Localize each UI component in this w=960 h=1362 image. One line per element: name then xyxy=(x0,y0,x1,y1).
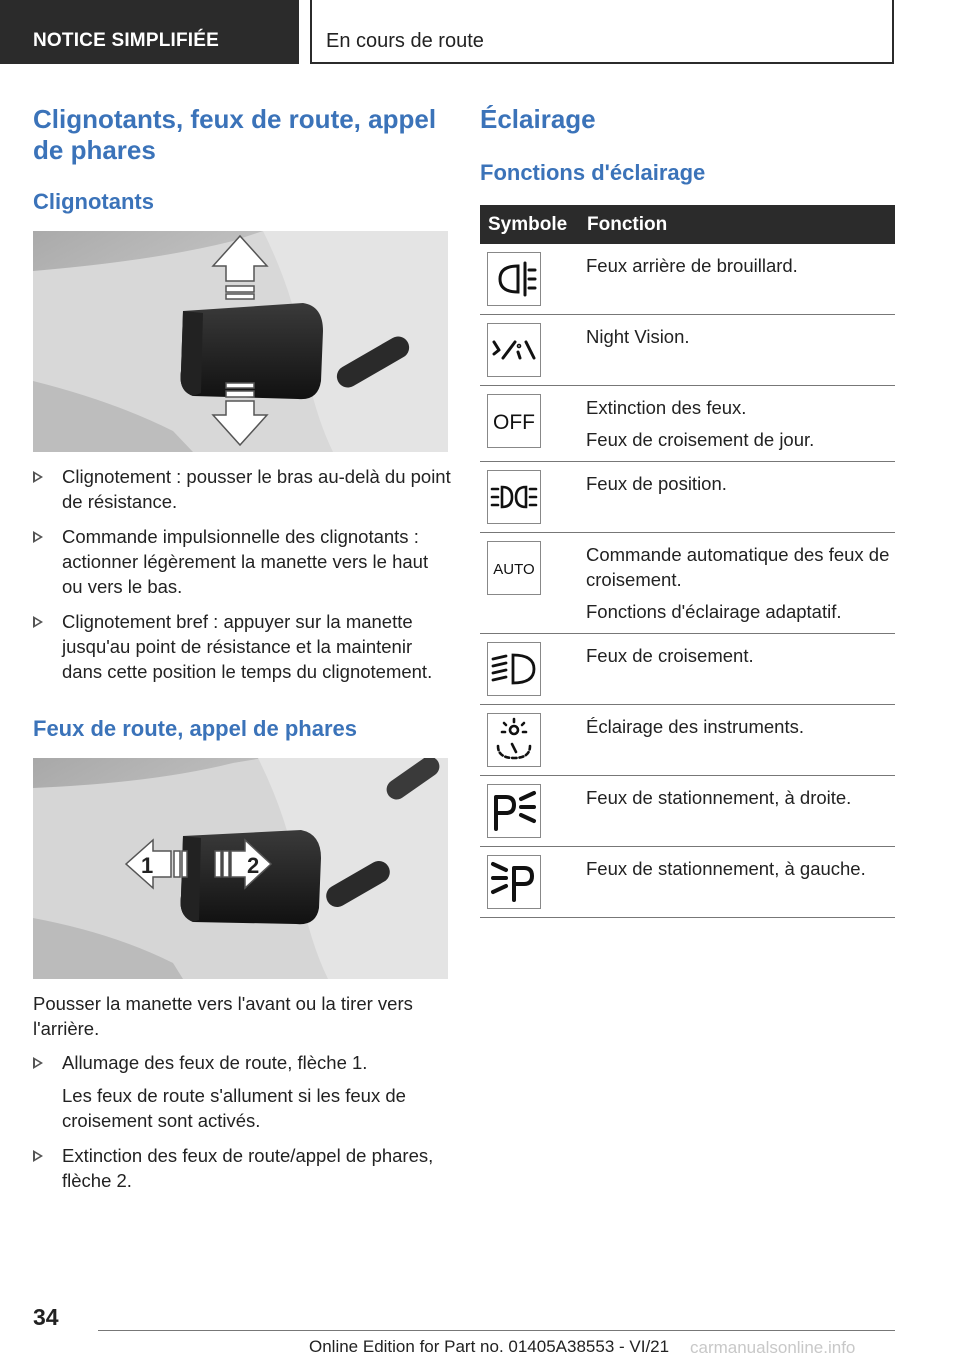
table-header-row xyxy=(480,205,895,244)
night-vision-icon xyxy=(487,323,541,377)
list-item: Commande impulsionnelle des clignotants : actionner légèrement la manette vers le haut ou vers le bas. xyxy=(33,524,453,599)
off-icon xyxy=(487,394,541,448)
bullet-triangle-icon xyxy=(33,1150,43,1162)
rear-fog-light-icon xyxy=(487,252,541,306)
turn-signal-lever-photo xyxy=(33,231,448,452)
table-row: Feux arrière de brouillard. xyxy=(480,244,895,315)
position-lights-icon xyxy=(487,470,541,524)
table-row: Éclairage des instruments. xyxy=(480,705,895,776)
parking-light-right-icon xyxy=(487,784,541,838)
table-row: Feux de stationnement, à gauche. xyxy=(480,847,895,918)
arrow-label-2: 2 xyxy=(247,853,260,878)
arrow-label-1: 1 xyxy=(141,853,154,878)
table-row: Feux de stationnement, à droite. xyxy=(480,776,895,847)
low-beam-icon xyxy=(487,642,541,696)
table-row: Feux de position. xyxy=(480,462,895,533)
header-section-label: NOTICE SIMPLIFIÉE xyxy=(33,30,220,51)
page-number: 34 xyxy=(33,1304,59,1330)
svg-text:AUTO: AUTO xyxy=(493,561,535,578)
high-beam-intro: Pousser la manette vers l'avant ou la tirer vers l'arrière. xyxy=(33,993,413,1039)
bullet-triangle-icon xyxy=(33,1057,43,1069)
table-row: Feux de croisement. xyxy=(480,634,895,705)
header-section-tab xyxy=(0,0,299,64)
bullet-triangle-icon xyxy=(33,471,43,483)
lighting-functions-table xyxy=(480,205,895,918)
heading-turn-signals: Clignotants xyxy=(33,189,154,214)
heading-high-beam: Feux de route, appel de phares xyxy=(33,716,357,741)
section-title-turn-signals: Clignotants, feux de route, appel de phares xyxy=(33,104,437,165)
instrument-lighting-icon xyxy=(487,713,541,767)
turn-signal-list xyxy=(33,464,453,694)
watermark: carmanualsonline.info xyxy=(690,1338,856,1357)
bullet-triangle-icon xyxy=(33,531,43,543)
column-header-symbol: Symbole xyxy=(480,205,578,244)
table-row: Night Vision. xyxy=(480,315,895,386)
high-beam-lever-photo xyxy=(33,758,448,979)
column-header-function: Fonction xyxy=(578,205,895,244)
footer-divider xyxy=(98,1330,895,1331)
section-title-lighting: Éclairage xyxy=(480,104,596,134)
header-chapter-label: En cours de route xyxy=(326,30,484,52)
parking-light-left-icon xyxy=(487,855,541,909)
svg-text:OFF: OFF xyxy=(493,411,535,434)
list-item: Allumage des feux de route, flèche 1. Les feux de route s'allument si les feux de croisement sont activés. xyxy=(33,1050,453,1133)
high-beam-list xyxy=(33,1050,453,1203)
list-item: Clignotement : pousser le bras au-delà du point de résistance. xyxy=(33,464,453,514)
edition-note: Online Edition for Part no. 01405A38553 - VI/21 xyxy=(309,1337,670,1356)
table-row: AUTO Commande automatique des feux de croisement. Fonctions d'éclairage adaptatif. xyxy=(480,533,895,634)
heading-lighting-functions: Fonctions d'éclairage xyxy=(480,160,706,185)
table-row: OFF Extinction des feux. Feux de croisement de jour. xyxy=(480,386,895,462)
list-item: Extinction des feux de route/appel de phares, flèche 2. xyxy=(33,1143,453,1193)
header-chapter-tab xyxy=(310,0,894,64)
list-item: Clignotement bref : appuyer sur la manette jusqu'au point de résistance et la maintenir dans cette position le temps du clignotement. xyxy=(33,609,453,684)
auto-icon xyxy=(487,541,541,595)
bullet-triangle-icon xyxy=(33,616,43,628)
